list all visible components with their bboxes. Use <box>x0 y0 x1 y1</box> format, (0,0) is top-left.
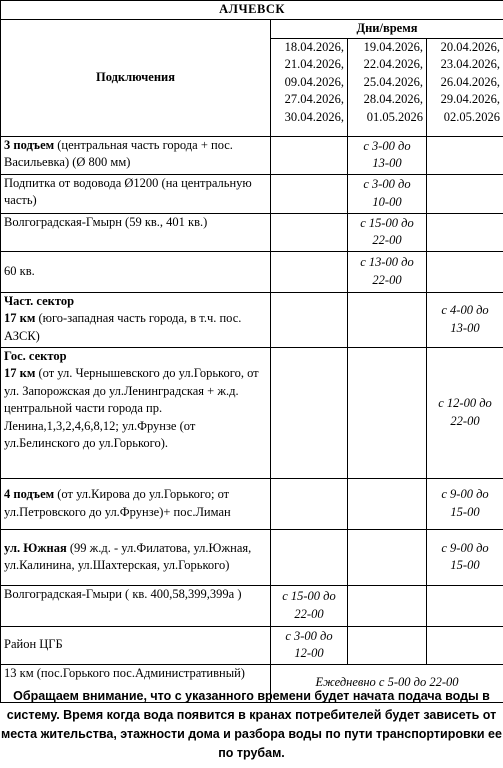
table-row <box>1 478 503 529</box>
notice-text: Обращаем внимание, что с указанного времени будет начата подача воды в систему. Время когда вода появится в кранах потребителей будет зависеть от места жительства, этажности дома и разбора воды по пути транспортировки ее по трубам. <box>1 689 502 760</box>
table-row <box>1 585 503 626</box>
time-cell: с 9-00 до 15-00 <box>427 478 503 529</box>
connection-cell: 60 кв. <box>1 251 271 292</box>
time-cell: с 4-00 до 13-00 <box>427 292 503 347</box>
city-title: АЛЧЕВСК <box>1 1 503 20</box>
table-row <box>1 626 503 664</box>
dates-col-3: 20.04.2026, 23.04.2026, 26.04.2026, 29.04.2026, 02.05.2026 <box>427 38 503 136</box>
table-row <box>1 292 503 347</box>
daily-time-cell: Ежедневно с 5-00 до 22-00 <box>271 664 503 702</box>
dates-col-2: 19.04.2026, 22.04.2026, 25.04.2026, 28.04.2026, 01.05.2026 <box>348 38 427 136</box>
days-time-header: Дни/время <box>271 20 503 39</box>
time-cell: с 13-00 до 22-00 <box>348 251 427 292</box>
dates-col-1: 18.04.2026, 21.04.2026, 09.04.2026, 27.04.2026, 30.04.2026, <box>271 38 348 136</box>
time-cell: с 15-00 до 22-00 <box>348 213 427 251</box>
connection-cell: ул. Южная (99 ж.д. - ул.Филатова, ул.Южная, ул.Калинина, ул.Шахтерская, ул.Горького) <box>1 529 271 585</box>
table-row <box>1 251 503 292</box>
table-row <box>1 174 503 213</box>
connection-cell: Волгоградская-Гмырн (59 кв., 401 кв.) <box>1 213 271 251</box>
time-cell: с 3-00 до 10-00 <box>348 174 427 213</box>
time-cell: с 12-00 до 22-00 <box>427 347 503 478</box>
connection-cell: Волгоградская-Гмыри ( кв. 400,58,399,399а ) <box>1 585 271 626</box>
connection-cell: 13 км (пос.Горького пос.Административный) <box>1 664 271 702</box>
connection-cell: Подпитка от водовода Ø1200 (на центральную часть) <box>1 174 271 213</box>
time-cell: с 3-00 до 12-00 <box>271 626 348 664</box>
time-cell: с 9-00 до 15-00 <box>427 529 503 585</box>
time-cell: с 15-00 до 22-00 <box>271 585 348 626</box>
connections-header: Подключения <box>1 20 271 137</box>
time-cell: с 3-00 до 13-00 <box>348 136 427 174</box>
connection-cell: Част. сектор 17 км (юго-западная часть города, в т.ч. пос. АЗСК) <box>1 292 271 347</box>
connection-cell: Гос. сектор 17 км (от ул. Чернышевского до ул.Горького, от ул. Запорожская до ул.Ленинградская + ж.д. центральной части города пр. Ленина,1,3,2,4,6,8,12; ул.Фрунзе (от ул.Белинского до ул.Горького). <box>1 347 271 478</box>
table-row <box>1 136 503 174</box>
connection-cell: 3 подъем (центральная часть города + пос. Васильевка) (Ø 800 мм) <box>1 136 271 174</box>
table-row <box>1 529 503 585</box>
table-row <box>1 213 503 251</box>
connection-cell: 4 подъем (от ул.Кирова до ул.Горького; от ул.Петровского до ул.Фрунзе)+ пос.Лиман <box>1 478 271 529</box>
connection-cell: Район ЦГБ <box>1 626 271 664</box>
table-row <box>1 347 503 478</box>
